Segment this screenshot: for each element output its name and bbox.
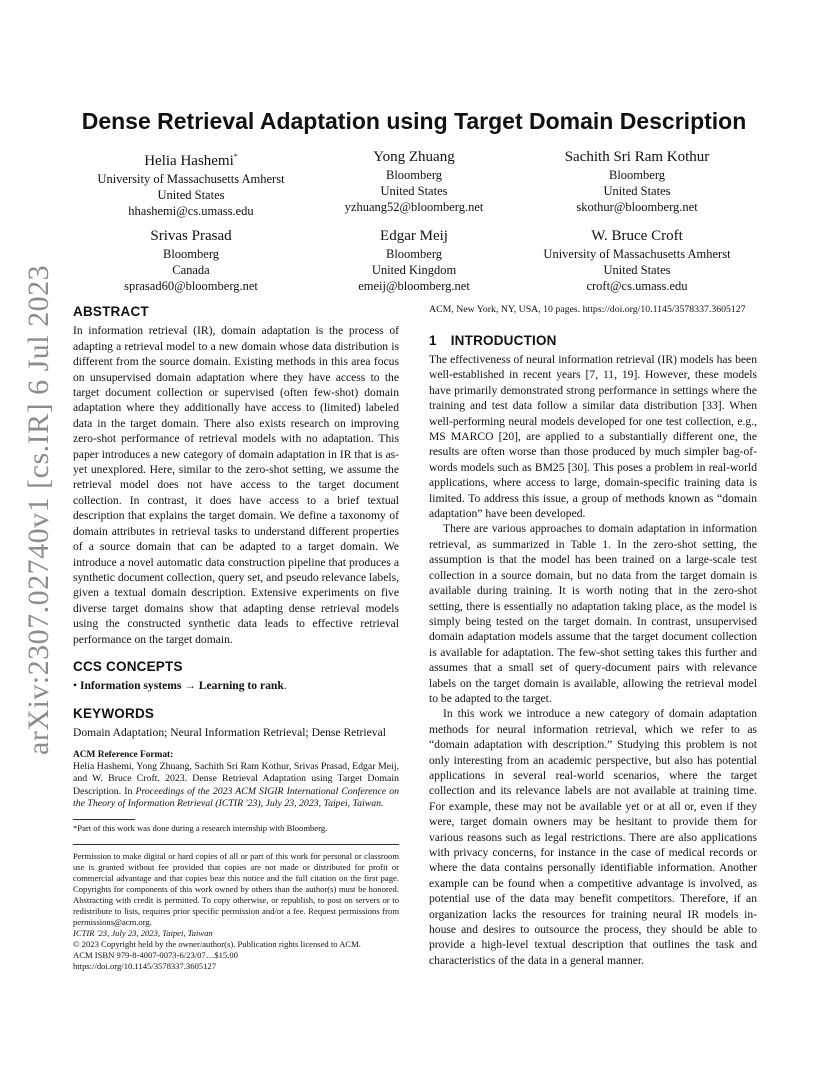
footnote-rule (73, 819, 135, 820)
left-column (73, 304, 399, 972)
author-country: United States (380, 184, 448, 198)
author-country: United States (603, 184, 671, 198)
author-country: Canada (172, 263, 210, 277)
copyright-line: © 2023 Copyright held by the owner/author(s). Publication rights licensed to ACM. (73, 938, 361, 949)
author-country: United States (157, 188, 225, 202)
abstract-heading: ABSTRACT (73, 304, 149, 319)
author-country: United Kingdom (371, 263, 457, 277)
permission-notice: Permission to make digital or hard copies of all or part of this work for personal or classroom use is granted without fee provided that copies are not made or distributed for profit or commercial advantage and that copies bear this notice and the full citation on the first page. Copyrights for components of this work owned by others than the author(s) must be honored. Abstracting with credit is permitted. To copy otherwise, or republish, to post on servers or to redistribute to lists, requires prior specific permission and/or a fee. Request permissions from permissions@acm.org. (73, 850, 399, 927)
footnote-mark: * (233, 152, 238, 161)
author-affiliation: Bloomberg (162, 247, 220, 261)
paper-title: Dense Retrieval Adaptation using Target Domain Description (81, 108, 747, 134)
ccs-heading: CCS CONCEPTS (73, 658, 183, 674)
author-block (526, 227, 748, 294)
author-email: emeij@bloomberg.net (358, 279, 470, 293)
author-block (318, 148, 510, 215)
section-number: 1 (429, 332, 437, 348)
reference-text: Helia Hashemi, Yong Zhuang, Sachith Sri Ram Kothur, Srivas Prasad, Edgar Meij, and W. Bruce Croft. 2023. Dense Retrieval Adaptation using Target Domain Description. In Proceedings of the 2023 ACM SIGIR International Conference on the Theory of Information Retrieval (ICTIR '23), July 23, 2023, Taipei, Taiwan. (73, 760, 400, 810)
reference-heading: ACM Reference Format: (73, 749, 174, 760)
ccs-end: . (283, 679, 287, 693)
author-name: Srivas Prasad (150, 228, 232, 244)
author-block (80, 227, 302, 294)
intro-paragraph: In this work we introduce a new category of domain adaptation methods for neural information retrieval, which we refer to as “domain adaptation with description.” Studying this problem is not only interesting from an academic perspective, but also has potential applications in several real-world scenarios, where the target collection and its relevance labels are not available at training time. For example, these may not be available yet or at all or, even if they were, target domain owners may be hesitant to provide them for various reasons such as legal restrictions. There are also applications with privacy concerns, for instance in the case of medical records or where the data contains personally identifiable information. Another example can be found when a competitive advantage is involved, as potential use of the data may benefit competitors. Therefore, if an organization lacks the resources for training neural IR models in-house and desires to outsource the process, they should be able to provide a high-level textual description that outlines the task and characteristics of the data in a general manner. (429, 707, 757, 967)
ccs-concepts (73, 678, 399, 693)
footnote: *Part of this work was done during a research internship with Bloomberg. (73, 822, 328, 833)
author-email: hhashemi@cs.umass.edu (128, 204, 254, 218)
intro-heading: 1 INTRODUCTION (429, 332, 557, 348)
intro-paragraph: The effectiveness of neural information retrieval (IR) models has been well-established in recent years [7, 11, 19]. However, these models have primarily demonstrated strong performance in settings where the training and test data follow a similar data distribution [33]. When well-performing neural models developed for one test collection, e.g., MS MARCO [20], are applied to a substantially different one, the results are often worse than those produced by much simpler bag-of-words models such as BM25 [30]. This poses a problem in real-world applications, where access to large, domain-specific training data is limited. To address this issue, a group of methods known as “domain adaptation” have been developed. (429, 353, 757, 521)
bullet: • (73, 679, 78, 693)
author-block (318, 227, 510, 294)
permission-rule (73, 844, 399, 845)
author-email: yzhuang52@bloomberg.net (344, 200, 484, 214)
author-name: Yong Zhuang (373, 149, 455, 165)
author-name: Sachith Sri Ram Kothur (564, 149, 710, 165)
author-affiliation: University of Massachusetts Amherst (97, 172, 285, 186)
author-affiliation: University of Massachusetts Amherst (543, 247, 731, 261)
ccs-item: Information systems → Learning to rank (79, 679, 284, 693)
author-name: W. Bruce Croft (591, 228, 683, 244)
author-affiliation: Bloomberg (608, 168, 666, 182)
abstract-text: In information retrieval (IR), domain adaptation is the process of adapting a retrieval model to a new domain whose data distribution is different from the source domain. Existing methods in this area focus on unsupervised domain adaptation where they have access to the target document collection or supervised (often few-shot) domain adaptation where they additionally have access to (limited) labeled data in the target domain. There also exists research on improving zero-shot performance of retrieval models with no adaptation. This paper introduces a new category of domain adaptation in IR that is as-yet unexplored. Here, similar to the zero-shot setting, we assume the retrieval model does not have access to the target document collection. In contrast, it does have access to a brief textual description that explains the target domain. We define a taxonomy of domain attributes in retrieval tasks to understand different properties of a source domain that can be adapted to a target domain. We introduce a novel automatic data construction pipeline that produces a synthetic document collection, query set, and pseudo relevance labels, given a textual domain description. Extensive experiments on five diverse target domains show that adapting dense retrieval models using the constructed synthetic data leads to effective retrieval performance on the target domain. (73, 324, 399, 646)
keywords-heading: KEYWORDS (73, 705, 155, 721)
author-email: skothur@bloomberg.net (576, 200, 698, 214)
arxiv-identifier-text: arXiv:2307.02740v1 [cs.IR] 6 Jul 2023 (22, 264, 55, 755)
right-column (429, 304, 757, 968)
keywords-text: Domain Adaptation; Neural Information Retrieval; Dense Retrieval (73, 726, 386, 740)
author-email: sprasad60@bloomberg.net (124, 279, 258, 293)
intro-paragraph: There are various approaches to domain adaptation in information retrieval, as summarized in Table 1. In the zero-shot setting, the assumption is that the model has been trained on a large-scale test collection in a source domain, but no data from the target domain is available during training. It is worth noting that in the zero-shot setting, there is essentially no adaptation taking place, as the model is simply being tested on the target domain. In contrast, unsupervised domain adaptation models assume that the target document collection is available for adaptation. The few-shot setting takes this further and assumes that a small set of query-document pairs with relevance labels on the target domain is available, allowing the retrieval model to be adapted to the target. (429, 522, 757, 705)
author-name: Helia Hashemi* (144, 152, 238, 169)
author-country: United States (603, 263, 671, 277)
venue-line: ICTIR '23, July 23, 2023, Taipei, Taiwan (73, 927, 213, 938)
author-name: Edgar Meij (380, 228, 448, 244)
doi-line: https://doi.org/10.1145/3578337.3605127 (73, 960, 216, 971)
author-affiliation: Bloomberg (385, 247, 443, 261)
reference-continuation: ACM, New York, NY, USA, 10 pages. https://doi.org/10.1145/3578337.3605127 (429, 304, 746, 315)
author-block (526, 148, 748, 215)
author-email: croft@cs.umass.edu (586, 279, 688, 293)
isbn-line: ACM ISBN 979-8-4007-0073-6/23/07…$15.00 (73, 949, 238, 960)
author-affiliation: Bloomberg (385, 168, 443, 182)
author-block (80, 148, 302, 219)
